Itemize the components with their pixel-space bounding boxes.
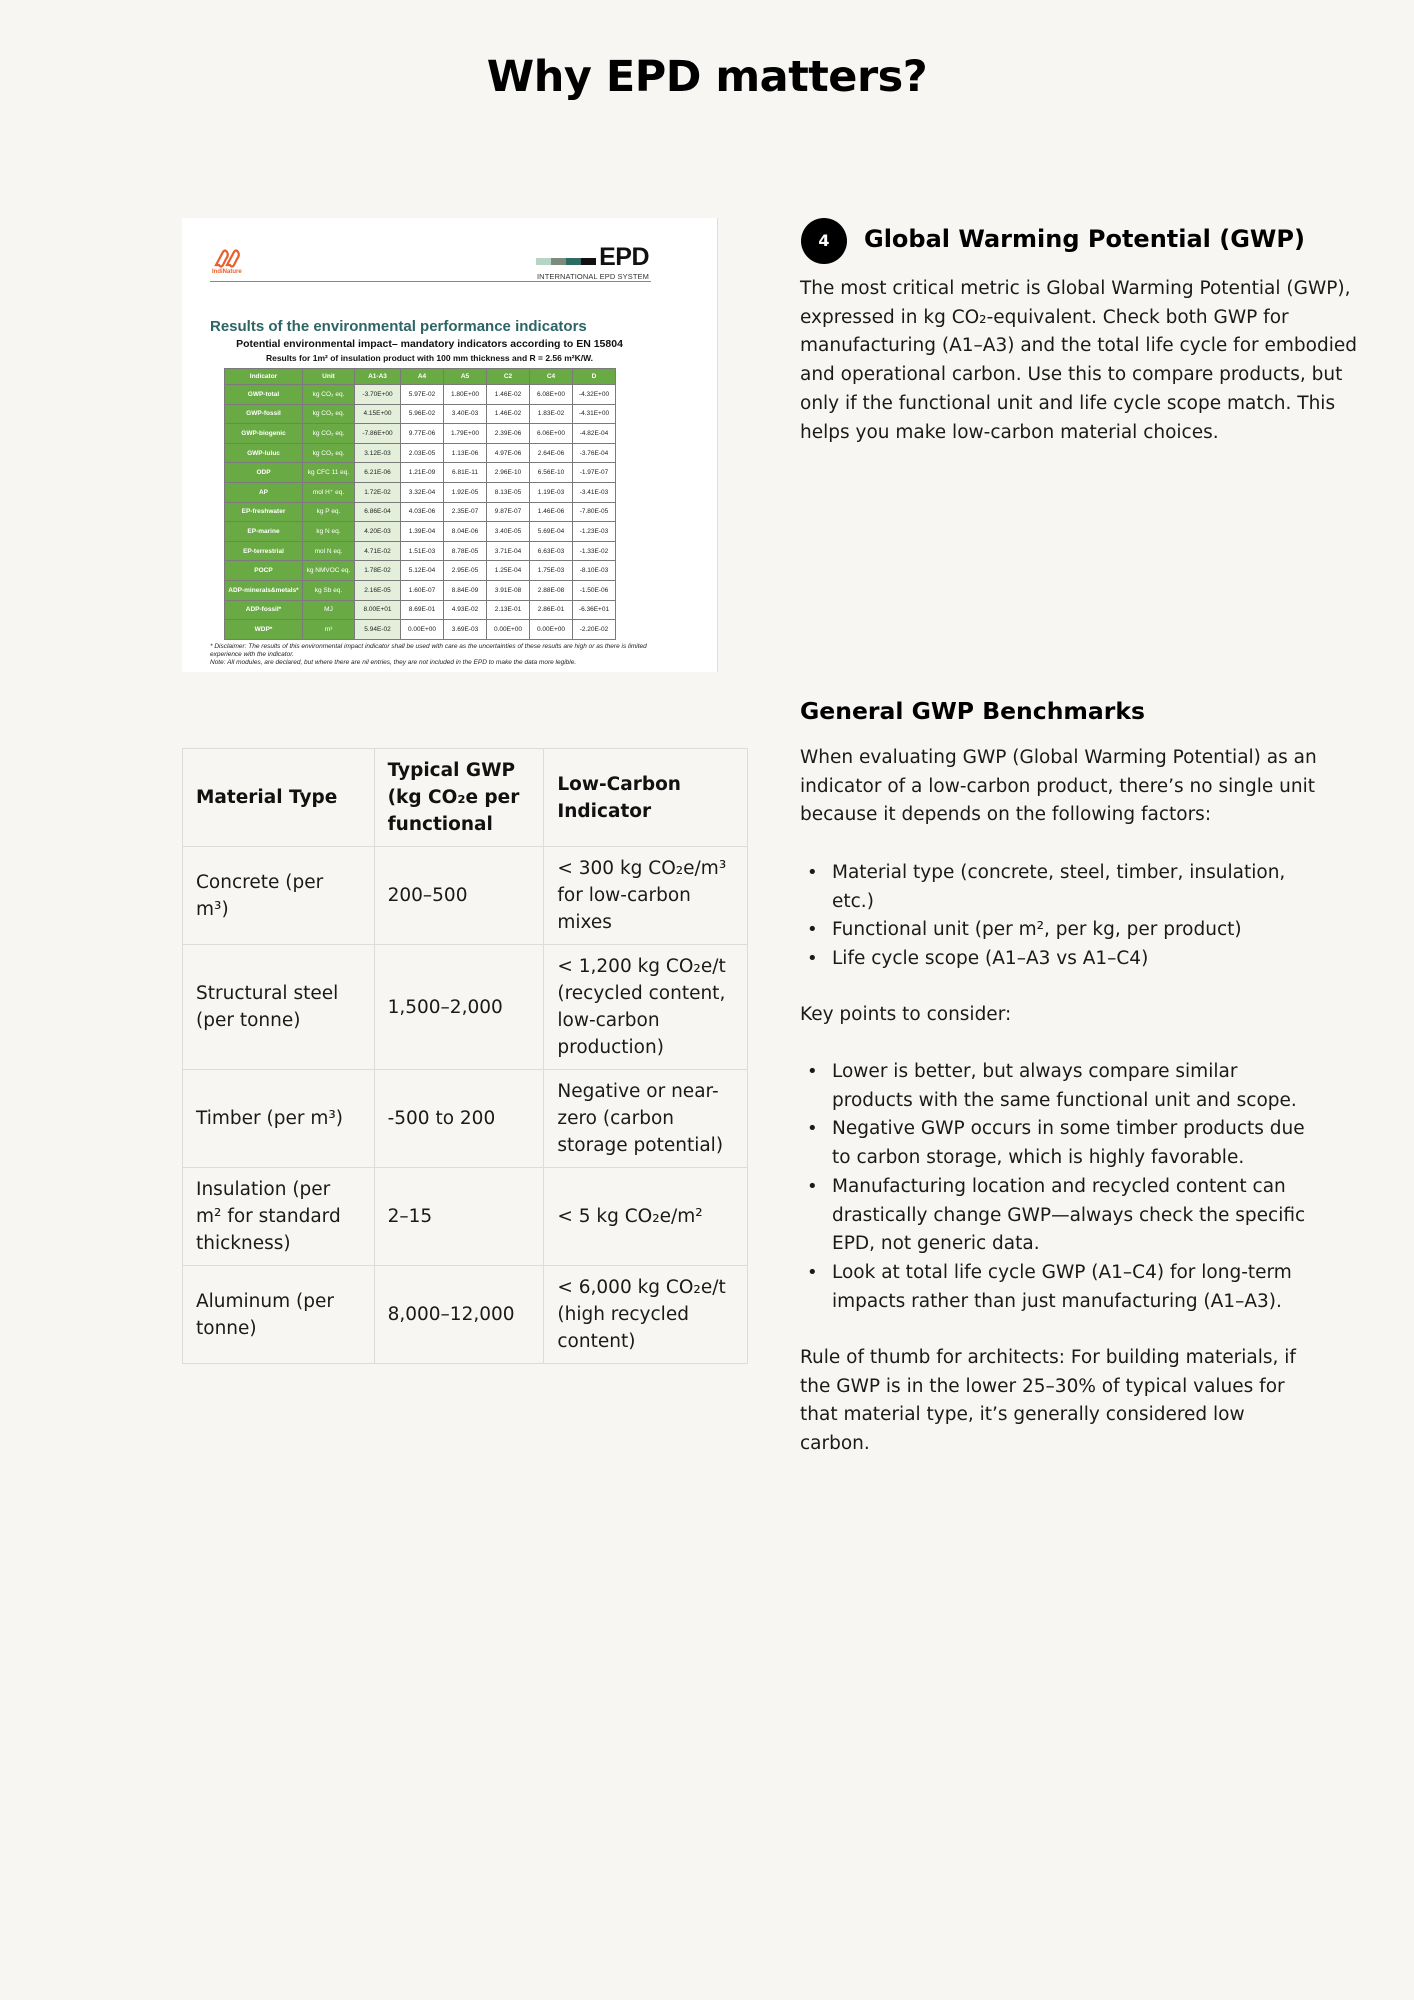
- typical-gwp-cell: 2–15: [374, 1168, 544, 1266]
- epd-table-row: [225, 404, 616, 424]
- epd-unit-cell: kg N eq.: [303, 522, 355, 542]
- benchmarks-title: General GWP Benchmarks: [800, 697, 1145, 725]
- epd-logo: [536, 243, 649, 281]
- typical-gwp-cell: 200–500: [374, 847, 544, 945]
- col-header-typical-gwp: Typical GWP (kg CO₂e per functional: [374, 749, 544, 847]
- epd-value-cell: 4.71E-02: [355, 541, 401, 561]
- epd-col-header: Unit: [303, 369, 355, 385]
- epd-value-cell: -8.10E-03: [573, 561, 616, 581]
- epd-unit-cell: kg CO₂ eq.: [303, 385, 355, 405]
- epd-value-cell: 8.84E-09: [444, 580, 487, 600]
- table-row: [183, 1168, 748, 1266]
- epd-results-image: [182, 218, 718, 672]
- epd-value-cell: 1.21E-09: [401, 463, 444, 483]
- epd-value-cell: 3.12E-03: [355, 443, 401, 463]
- epd-unit-cell: kg CO₂ eq.: [303, 404, 355, 424]
- key-point-item: • Negative GWP occurs in some timber products due to carbon storage, which is highly favorable.: [800, 1115, 1320, 1172]
- benchmarks-intro: When evaluating GWP (Global Warming Potential) as an indicator of a low-carbon product, there’s no single unit because it depends on the following factors:: [800, 747, 1317, 826]
- gwp-benchmark-table: [182, 748, 748, 1364]
- epd-table-row: [225, 482, 616, 502]
- epd-value-cell: 2.96E-10: [487, 463, 530, 483]
- key-point-item: • Manufacturing location and recycled content can drastically change GWP—always check the specific EPD, not generic data.: [800, 1173, 1320, 1259]
- gwp-section-body: The most critical metric is Global Warming Potential (GWP), expressed in kg CO₂-equivalent. Check both GWP for manufacturing (A1–A3) and the total life cycle for embodied and operational carbon. Use this to compare products, but only if the functional unit and life cycle scope match. This helps you make low-carbon material choices.: [800, 278, 1357, 443]
- epd-col-header: A5: [444, 369, 487, 385]
- epd-indicator-cell: EP-marine: [225, 522, 303, 542]
- epd-value-cell: 8.13E-05: [487, 482, 530, 502]
- epd-value-cell: 6.06E+00: [530, 424, 573, 444]
- epd-value-cell: 5.12E-04: [401, 561, 444, 581]
- epd-value-cell: 1.46E-02: [487, 385, 530, 405]
- low-carbon-indicator-cell: Negative or near-zero (carbon storage potential): [544, 1070, 748, 1168]
- epd-value-cell: -1.23E-03: [573, 522, 616, 542]
- epd-value-cell: 2.35E-07: [444, 502, 487, 522]
- epd-value-cell: -1.50E-06: [573, 580, 616, 600]
- epd-value-cell: 5.96E-02: [401, 404, 444, 424]
- epd-value-cell: 6.81E-11: [444, 463, 487, 483]
- epd-value-cell: 1.46E-02: [487, 404, 530, 424]
- material-type-cell: Concrete (per m³): [183, 847, 375, 945]
- epd-value-cell: 8.69E-01: [401, 600, 444, 620]
- epd-value-cell: -3.76E-04: [573, 443, 616, 463]
- epd-table-header-row: [225, 369, 616, 385]
- epd-heading: Results of the environmental performance indicators: [210, 318, 587, 335]
- epd-indicator-cell: POCP: [225, 561, 303, 581]
- low-carbon-indicator-cell: < 1,200 kg CO₂e/t (recycled content, low-carbon production): [544, 945, 748, 1070]
- typical-gwp-cell: 1,500–2,000: [374, 945, 544, 1070]
- epd-value-cell: 9.77E-06: [401, 424, 444, 444]
- epd-value-cell: 2.39E-06: [487, 424, 530, 444]
- epd-col-header: C2: [487, 369, 530, 385]
- epd-disclaimer: * Disclaimer: The results of this environmental impact indicator shall be used with care as the uncertainties of these results are high or as there is limited experience with the indicator.: [210, 643, 647, 658]
- typical-gwp-cell: 8,000–12,000: [374, 1266, 544, 1364]
- epd-value-cell: 1.13E-06: [444, 443, 487, 463]
- epd-value-cell: 1.39E-04: [401, 522, 444, 542]
- table-row: [183, 1070, 748, 1168]
- epd-value-cell: 3.91E-08: [487, 580, 530, 600]
- epd-value-cell: 1.46E-06: [530, 502, 573, 522]
- epd-indicator-cell: GWP-biogenic: [225, 424, 303, 444]
- epd-value-cell: -7.86E+00: [355, 424, 401, 444]
- epd-value-cell: 2.16E-05: [355, 580, 401, 600]
- epd-unit-cell: MJ: [303, 600, 355, 620]
- epd-value-cell: 3.71E-04: [487, 541, 530, 561]
- epd-col-header: D: [573, 369, 616, 385]
- epd-indicator-cell: AP: [225, 482, 303, 502]
- epd-indicator-cell: ADP-minerals&metals*: [225, 580, 303, 600]
- epd-value-cell: 2.88E-08: [530, 580, 573, 600]
- epd-table-row: [225, 561, 616, 581]
- epd-unit-cell: mol H⁺ eq.: [303, 482, 355, 502]
- epd-table-row: [225, 541, 616, 561]
- epd-value-cell: 1.72E-02: [355, 482, 401, 502]
- key-point-item: • Lower is better, but always compare similar products with the same functional unit and scope.: [800, 1058, 1320, 1115]
- low-carbon-indicator-cell: < 5 kg CO₂e/m²: [544, 1168, 748, 1266]
- table-row: [183, 945, 748, 1070]
- epd-unit-cell: kg NMVOC eq.: [303, 561, 355, 581]
- epd-unit-cell: m³: [303, 620, 355, 640]
- epd-value-cell: -4.82E-04: [573, 424, 616, 444]
- key-points-list: [800, 1058, 1320, 1316]
- epd-indicator-cell: GWP-fossil: [225, 404, 303, 424]
- epd-value-cell: 4.93E-02: [444, 600, 487, 620]
- epd-value-cell: 6.21E-06: [355, 463, 401, 483]
- epd-value-cell: 0.00E+00: [487, 620, 530, 640]
- page-title: Why EPD matters?: [486, 52, 928, 102]
- epd-table-row: [225, 463, 616, 483]
- epd-value-cell: 0.00E+00: [401, 620, 444, 640]
- epd-value-cell: 1.80E+00: [444, 385, 487, 405]
- material-type-cell: Timber (per m³): [183, 1070, 375, 1168]
- epd-indicator-cell: GWP-total: [225, 385, 303, 405]
- epd-value-cell: 8.04E-06: [444, 522, 487, 542]
- epd-value-cell: 1.60E-07: [401, 580, 444, 600]
- epd-value-cell: -4.32E+00: [573, 385, 616, 405]
- table-row: [183, 1266, 748, 1364]
- epd-value-cell: 2.86E-01: [530, 600, 573, 620]
- epd-unit-cell: mol N eq.: [303, 541, 355, 561]
- epd-unit-cell: kg P eq.: [303, 502, 355, 522]
- epd-note: Note: All modules, are declared, but where there are nil entries, they are not included in the EPD to make the data more legible.: [210, 659, 577, 666]
- epd-value-cell: 2.95E-05: [444, 561, 487, 581]
- epd-indicator-cell: ADP-fossil*: [225, 600, 303, 620]
- epd-value-cell: -4.31E+00: [573, 404, 616, 424]
- epd-value-cell: 1.78E-02: [355, 561, 401, 581]
- epd-subheading: Potential environmental impact– mandatory indicators according to EN 15804: [236, 338, 623, 350]
- epd-caption: Results for 1m² of insulation product with 100 mm thickness and R = 2.56 m²K/W.: [265, 353, 594, 363]
- epd-value-cell: 6.63E-03: [530, 541, 573, 561]
- material-type-cell: Aluminum (per tonne): [183, 1266, 375, 1364]
- epd-indicator-cell: EP-freshwater: [225, 502, 303, 522]
- epd-value-cell: 1.25E-04: [487, 561, 530, 581]
- epd-value-cell: 5.97E-02: [401, 385, 444, 405]
- epd-unit-cell: kg Sb eq.: [303, 580, 355, 600]
- key-point-item: • Look at total life cycle GWP (A1–C4) for long-term impacts rather than just manufacturing (A1–A3).: [800, 1259, 1320, 1316]
- epd-value-cell: 4.15E+00: [355, 404, 401, 424]
- epd-col-header: Indicator: [225, 369, 303, 385]
- epd-value-cell: -2.20E-02: [573, 620, 616, 640]
- factors-list: [800, 859, 1320, 974]
- epd-value-cell: 3.40E-03: [444, 404, 487, 424]
- epd-indicator-cell: WDP*: [225, 620, 303, 640]
- epd-table-row: [225, 522, 616, 542]
- low-carbon-indicator-cell: < 6,000 kg CO₂e/t (high recycled content): [544, 1266, 748, 1364]
- epd-footnote: [210, 643, 677, 667]
- epd-value-cell: 4.97E-06: [487, 443, 530, 463]
- epd-value-cell: 1.19E-03: [530, 482, 573, 502]
- epd-value-cell: -3.70E+00: [355, 385, 401, 405]
- epd-value-cell: -6.36E+01: [573, 600, 616, 620]
- epd-header-divider: [210, 281, 651, 282]
- epd-value-cell: 1.79E+00: [444, 424, 487, 444]
- epd-value-cell: -1.33E-02: [573, 541, 616, 561]
- epd-value-cell: 4.03E-06: [401, 502, 444, 522]
- col-header-low-carbon-indicator: Low-Carbon Indicator: [544, 749, 748, 847]
- epd-table-row: [225, 600, 616, 620]
- benchmark-table-header-row: [183, 749, 748, 847]
- epd-logo-bars-icon: [536, 258, 596, 265]
- epd-indicator-cell: GWP-luluc: [225, 443, 303, 463]
- epd-value-cell: -3.41E-03: [573, 482, 616, 502]
- epd-value-cell: 1.83E-02: [530, 404, 573, 424]
- epd-value-cell: 0.00E+00: [530, 620, 573, 640]
- epd-logo-subtitle: INTERNATIONAL EPD SYSTEM: [537, 272, 649, 281]
- epd-table-row: [225, 620, 616, 640]
- factor-item: • Material type (concrete, steel, timber, insulation, etc.): [800, 859, 1320, 916]
- epd-value-cell: 3.32E-04: [401, 482, 444, 502]
- key-points-label: Key points to consider:: [800, 1004, 1012, 1025]
- step-number-badge: 4: [801, 218, 847, 264]
- epd-value-cell: 6.56E-10: [530, 463, 573, 483]
- epd-table-row: [225, 385, 616, 405]
- col-header-material-type: Material Type: [183, 749, 375, 847]
- material-type-cell: Insulation (per m² for standard thickness): [183, 1168, 375, 1266]
- epd-value-cell: 3.40E-05: [487, 522, 530, 542]
- epd-value-cell: 1.51E-03: [401, 541, 444, 561]
- factor-item: • Functional unit (per m², per kg, per product): [800, 916, 1320, 945]
- epd-value-cell: 2.64E-06: [530, 443, 573, 463]
- epd-value-cell: 1.75E-03: [530, 561, 573, 581]
- epd-col-header: C4: [530, 369, 573, 385]
- epd-value-cell: 4.20E-03: [355, 522, 401, 542]
- epd-col-header: A1-A3: [355, 369, 401, 385]
- epd-value-cell: 9.87E-07: [487, 502, 530, 522]
- epd-indicator-cell: EP-terrestrial: [225, 541, 303, 561]
- epd-value-cell: 6.86E-04: [355, 502, 401, 522]
- table-row: [183, 847, 748, 945]
- epd-value-cell: 8.00E+01: [355, 600, 401, 620]
- epd-value-cell: 1.92E-05: [444, 482, 487, 502]
- epd-value-cell: 2.13E-01: [487, 600, 530, 620]
- epd-logo-text: EPD: [599, 243, 649, 271]
- material-type-cell: Structural steel (per tonne): [183, 945, 375, 1070]
- epd-value-cell: -1.97E-07: [573, 463, 616, 483]
- epd-value-cell: 8.78E-05: [444, 541, 487, 561]
- epd-value-cell: 5.94E-02: [355, 620, 401, 640]
- epd-value-cell: 5.69E-04: [530, 522, 573, 542]
- epd-table-row: [225, 424, 616, 444]
- epd-unit-cell: kg CO₂ eq.: [303, 443, 355, 463]
- epd-indicator-cell: ODP: [225, 463, 303, 483]
- gwp-section-title: Global Warming Potential (GWP): [864, 225, 1305, 253]
- epd-value-cell: -7.80E-05: [573, 502, 616, 522]
- epd-unit-cell: kg CFC 11 eq.: [303, 463, 355, 483]
- epd-col-header: A4: [401, 369, 444, 385]
- epd-value-cell: 3.69E-03: [444, 620, 487, 640]
- epd-value-cell: 2.03E-05: [401, 443, 444, 463]
- indinature-logo: [212, 248, 252, 275]
- epd-value-cell: 6.08E+00: [530, 385, 573, 405]
- epd-unit-cell: kg CO₂ eq.: [303, 424, 355, 444]
- epd-indicator-table: [224, 368, 616, 640]
- indinature-logo-icon: [212, 248, 242, 268]
- indinature-brand: IndiNature: [212, 269, 242, 275]
- epd-table-row: [225, 502, 616, 522]
- rule-of-thumb: Rule of thumb for architects: For building materials, if the GWP is in the lower 25–30% of typical values for that material type, it’s generally considered low carbon.: [800, 1347, 1296, 1455]
- low-carbon-indicator-cell: < 300 kg CO₂e/m³ for low-carbon mixes: [544, 847, 748, 945]
- typical-gwp-cell: -500 to 200: [374, 1070, 544, 1168]
- epd-table-row: [225, 580, 616, 600]
- factor-item: • Life cycle scope (A1–A3 vs A1–C4): [800, 945, 1320, 974]
- epd-table-row: [225, 443, 616, 463]
